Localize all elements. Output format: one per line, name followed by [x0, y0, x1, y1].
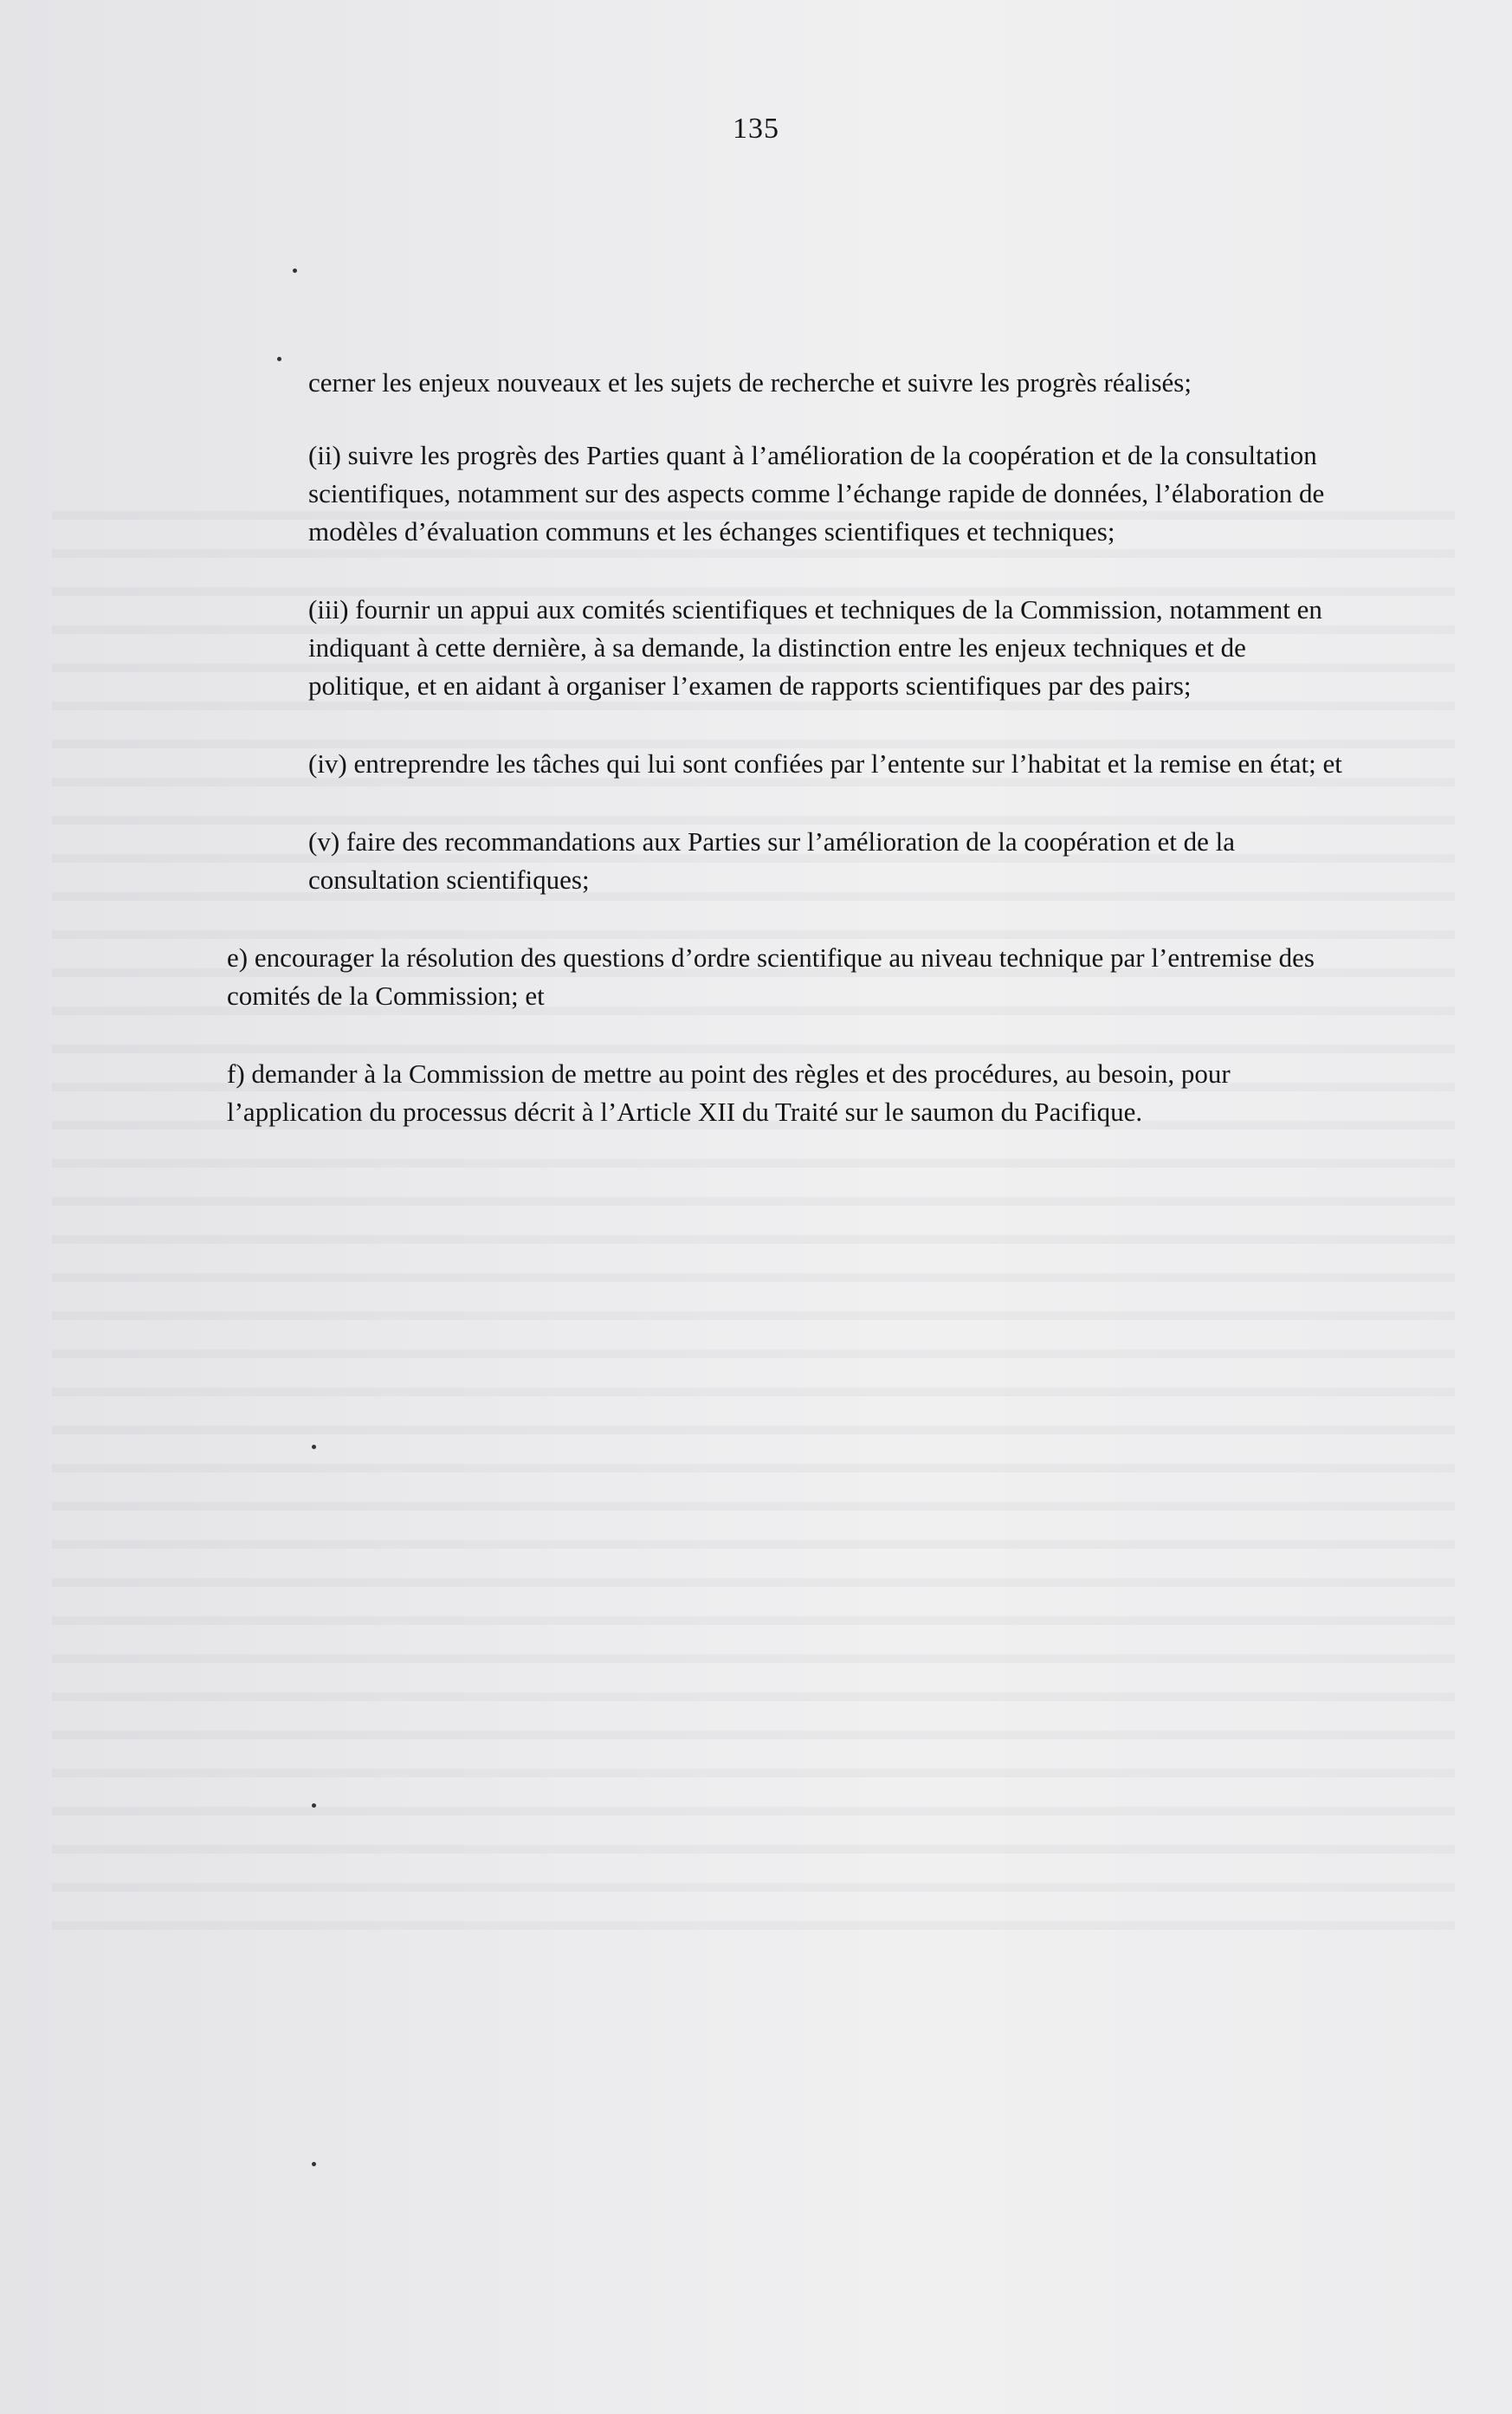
paragraph-continuation: cerner les enjeux nouveaux et les sujets de recherche et suivre les progrès réalisés; [308, 367, 1192, 398]
speck [277, 357, 281, 361]
speck [312, 1445, 316, 1449]
speck [293, 269, 297, 273]
speck [312, 1803, 316, 1808]
paragraph-item-v: (v) faire des recommandations aux Parties sur l’amélioration de la coopération et de la consultation scientifiques; [308, 826, 1235, 895]
paragraph-item-iv: (iv) entreprendre les tâches qui lui sont confiées par l’entente sur l’habitat et la remise en état; et [308, 748, 1342, 779]
speck [312, 2162, 316, 2166]
paragraph-item-e: e) encourager la résolution des questions d’ordre scientifique au niveau technique par l’entremise des comités de la Commission; et [227, 942, 1315, 1011]
paragraph-item-iii: (iii) fournir un appui aux comités scientifiques et techniques de la Commission, notamment en indiquant à cette dernière, à sa demande, la distinction entre les enjeux techniques et de politique, et en aidant à organiser l’examen de rapports scientifiques par des pairs; [308, 594, 1322, 701]
body-text [227, 364, 1353, 1171]
paragraph-item-ii: (ii) suivre les progrès des Parties quant à l’amélioration de la coopération et de la consultation scientifiques, notamment sur des aspects comme l’échange rapide de données, l’élaboration de modèles d’évaluation communs et les échanges scientifiques et techniques; [308, 440, 1325, 547]
page-number: 135 [733, 113, 779, 145]
paragraph-item-f: f) demander à la Commission de mettre au point des règles et des procédures, au besoin, pour l’application du processus décrit à l’Article XII du Traité sur le saumon du Pacifique. [227, 1058, 1231, 1127]
